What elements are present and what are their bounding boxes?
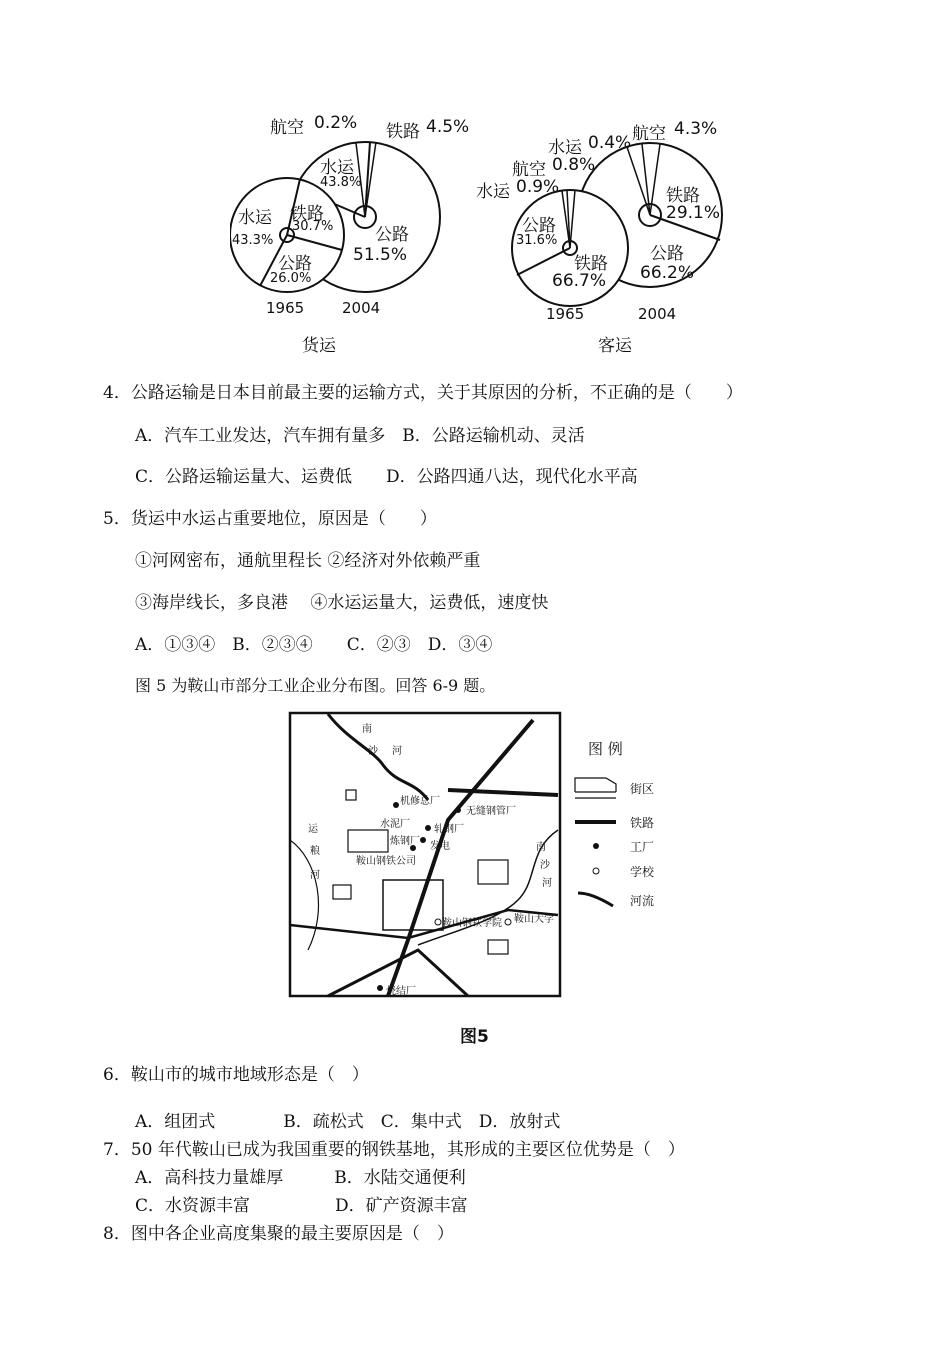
freight-2004-rail-pct: 4.5% bbox=[426, 117, 470, 137]
q5-statements-row2: ③海岸线长，多良港 ④水运运量大，运费低，速度快 bbox=[135, 593, 549, 613]
passenger-2004-road-pct: 66.2% bbox=[640, 263, 695, 283]
freight-2004-year: 2004 bbox=[342, 299, 381, 317]
legend-river: 河流 bbox=[630, 894, 655, 908]
legend-railway: 铁路 bbox=[630, 816, 655, 830]
freight-2004-rail-name: 铁路 bbox=[386, 122, 420, 142]
map-label-he-top: 河 bbox=[392, 746, 402, 757]
q5-statements-row1: ①河网密布，通航里程长 ②经济对外依赖严重 bbox=[135, 551, 481, 571]
q5-options-row: A．①③④ B．②③④ C．②③ D．③④ bbox=[135, 635, 493, 655]
passenger-caption: 客运 bbox=[598, 336, 632, 356]
freight-caption: 货运 bbox=[302, 336, 336, 356]
passenger-1965-road-name: 公路 bbox=[522, 216, 556, 236]
transport-pie-figure bbox=[230, 105, 750, 355]
map-label-canal-2: 粮 bbox=[310, 846, 320, 857]
freight-2004-air-pct: 0.2% bbox=[314, 113, 358, 133]
passenger-1965-rail-pct: 66.7% bbox=[552, 271, 607, 291]
map-label-shuini: 水泥厂 bbox=[380, 819, 410, 830]
map-intro: 图 5 为鞍山市部分工业企业分布图。回答 6-9 题。 bbox=[135, 676, 496, 695]
q5-stem: 5．货运中水运占重要地位，原因是（ ） bbox=[103, 509, 437, 529]
passenger-1965-water-pct: 0.9% bbox=[516, 177, 560, 197]
map-label-steel-school: 鞍山钢铁学院 bbox=[442, 918, 502, 929]
map-label-river-right-1: 南 bbox=[536, 842, 546, 853]
freight-1965-water-name: 水运 bbox=[238, 208, 272, 228]
map-label-shaojie: 烧结厂 bbox=[386, 986, 416, 997]
freight-1965-road-name: 公路 bbox=[278, 254, 312, 274]
map-label-zhagang: 轧钢厂 bbox=[434, 824, 464, 835]
map-label-jixiu: 机修总厂 bbox=[400, 796, 440, 807]
q4-stem: 4．公路运输是日本目前最主要的运输方式，关于其原因的分析，不正确的是（ ） bbox=[103, 383, 743, 403]
passenger-1965-water-name: 水运 bbox=[476, 182, 510, 202]
map-label-canal-3: 河 bbox=[310, 870, 320, 881]
freight-2004-road-name: 公路 bbox=[375, 225, 409, 245]
map-caption: 图5 bbox=[460, 1027, 489, 1047]
passenger-2004-road-name: 公路 bbox=[650, 244, 684, 264]
q4-options-row2: C．公路运输运量大、运费低 D．公路四通八达，现代化水平高 bbox=[135, 467, 638, 487]
legend-factory: 工厂 bbox=[630, 840, 655, 854]
q8-stem: 8．图中各企业高度集聚的最主要原因是（ ） bbox=[103, 1224, 454, 1244]
map-label-university: 鞍山大学 bbox=[514, 914, 554, 925]
passenger-2004-year: 2004 bbox=[638, 305, 677, 323]
q6-options-row: A．组团式 B．疏松式 C．集中式 D．放射式 bbox=[135, 1112, 561, 1132]
passenger-2004-rail-pct: 29.1% bbox=[666, 203, 721, 223]
passenger-2004-air-pct: 4.3% bbox=[674, 119, 718, 139]
passenger-1965-rail-name: 铁路 bbox=[574, 254, 608, 274]
map-label-sha-top: 沙 bbox=[368, 746, 378, 757]
map-label-wufeng: 无缝钢管厂 bbox=[466, 806, 516, 817]
legend-title: 图 例 bbox=[588, 740, 623, 758]
map-frame bbox=[290, 713, 560, 996]
anshan-map-figure bbox=[288, 710, 668, 1000]
map-label-company: 鞍山钢铁公司 bbox=[356, 856, 416, 867]
q4-options-row1: A．汽车工业发达，汽车拥有量多 B．公路运输机动、灵活 bbox=[135, 426, 585, 446]
q6-stem: 6．鞍山市的城市地域形态是（ ） bbox=[103, 1065, 369, 1085]
passenger-1965-air-name: 航空 bbox=[512, 160, 546, 180]
passenger-2004-air-name: 航空 bbox=[632, 124, 666, 144]
freight-2004-water-name: 水运 bbox=[320, 158, 354, 178]
freight-2004-road-pct: 51.5% bbox=[353, 245, 408, 265]
map-label-fadian: 发电 bbox=[430, 841, 450, 852]
freight-1965-rail-name: 铁路 bbox=[290, 204, 324, 224]
legend-district: 街区 bbox=[630, 782, 655, 796]
q7-options-row2: C．水资源丰富 D．矿产资源丰富 bbox=[135, 1196, 468, 1216]
q7-stem: 7．50 年代鞍山已成为我国重要的钢铁基地，其形成的主要区位优势是（ ） bbox=[103, 1140, 685, 1160]
passenger-1965-air-pct: 0.8% bbox=[552, 155, 596, 175]
freight-1965-rail-pct: 30.7% bbox=[292, 219, 334, 234]
map-label-nan-top: 南 bbox=[362, 724, 372, 735]
freight-1965-water-pct: 43.3% bbox=[232, 233, 274, 248]
passenger-2004-water-pct: 0.4% bbox=[588, 133, 632, 153]
freight-2004-water-pct: 43.8% bbox=[320, 175, 362, 190]
map-label-canal-1: 运 bbox=[308, 824, 318, 835]
legend-school: 学校 bbox=[630, 865, 655, 879]
passenger-1965-road-pct: 31.6% bbox=[516, 233, 558, 248]
map-label-liangang: 炼钢厂 bbox=[390, 836, 420, 847]
passenger-2004-rail-name: 铁路 bbox=[666, 186, 700, 206]
freight-1965-year: 1965 bbox=[266, 299, 305, 317]
freight-1965-road-pct: 26.0% bbox=[270, 271, 312, 286]
map-label-river-right-2: 沙 bbox=[540, 860, 550, 871]
freight-2004-air-name: 航空 bbox=[270, 118, 304, 138]
passenger-1965-year: 1965 bbox=[546, 305, 585, 323]
q7-options-row1: A．高科技力量雄厚 B．水陆交通便利 bbox=[135, 1168, 466, 1188]
passenger-2004-water-name: 水运 bbox=[548, 138, 582, 158]
map-label-river-right-3: 河 bbox=[542, 878, 552, 889]
